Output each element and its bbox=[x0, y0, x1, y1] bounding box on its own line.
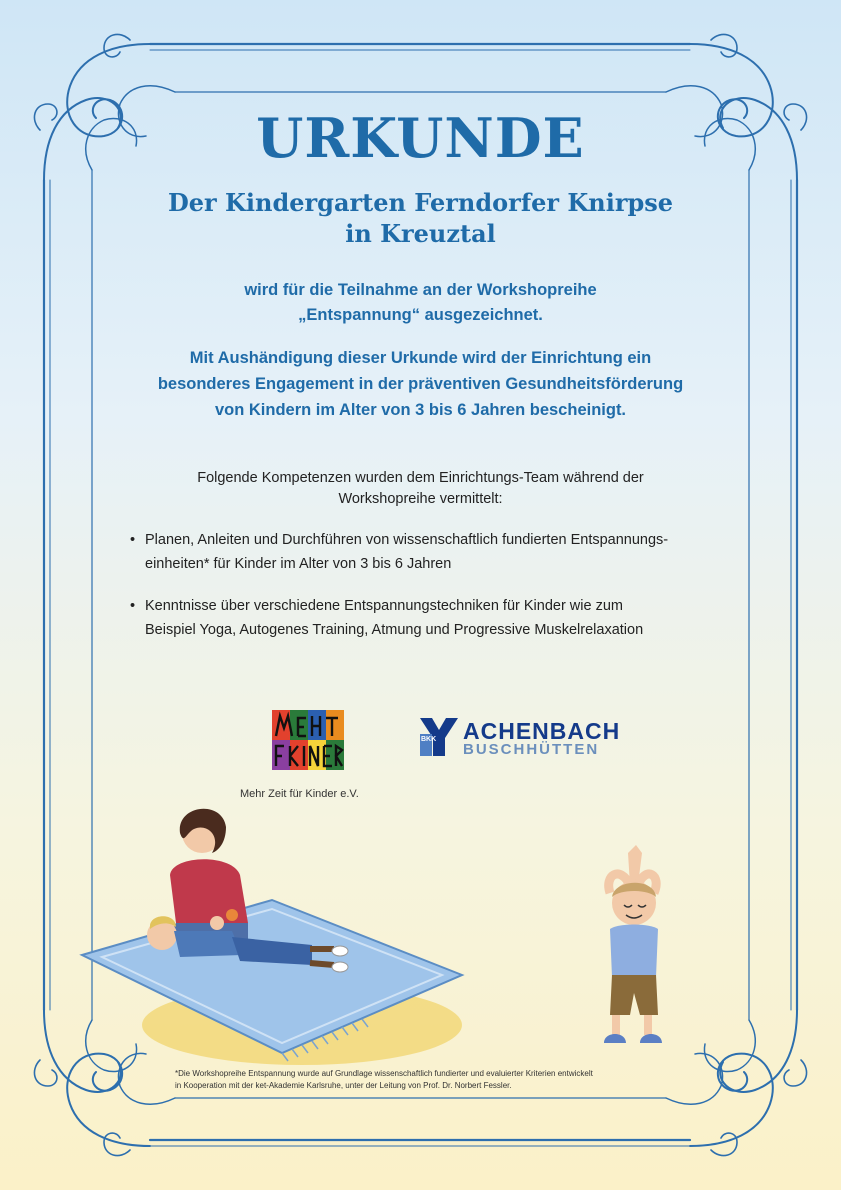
competence-bullet bbox=[130, 528, 730, 576]
boy-illustration bbox=[590, 845, 680, 1055]
footnote-line-1: *Die Workshopreihe Entspannung wurde auf Grundlage wissenschaftlich fundierter und evaluierter Kriterien entwickelt bbox=[175, 1069, 593, 1078]
bkk-tag: BKK bbox=[421, 736, 437, 743]
mzfk-caption: Mehr Zeit für Kinder e.V. bbox=[240, 788, 359, 800]
certificate-title: URKUNDE bbox=[256, 106, 585, 170]
footnote-line-2: in Kooperation mit der ket-Akademie Karlsruhe, unter der Leitung von Prof. Dr. Norbert Fessler. bbox=[175, 1081, 512, 1090]
competence-intro-line-2: Workshopreihe vermittelt: bbox=[338, 491, 503, 507]
bullet-text-line-1: Planen, Anleiten und Durchführen von wissenschaftlich fundierten Entspannungs- bbox=[145, 532, 669, 548]
recipient-line-2: in Kreuztal bbox=[345, 219, 496, 248]
bkk-name: ACHENBACH bbox=[463, 718, 621, 744]
bullet-text-line-1: Kenntnisse über verschiedene Entspannungstechniken für Kinder wie zum bbox=[145, 598, 623, 614]
competence-intro-line-1: Folgende Kompetenzen wurden dem Einrichtungs-Team während der bbox=[197, 470, 644, 486]
statement-line-2: besonderes Engagement in der präventiven Gesundheitsförderung bbox=[157, 375, 684, 393]
bkk-subtitle: BUSCHHÜTTEN bbox=[463, 741, 600, 758]
statement-line-1: Mit Aushändigung dieser Urkunde wird der Einrichtung ein bbox=[189, 349, 652, 367]
statement-line-3: von Kindern im Alter von 3 bis 6 Jahren bescheinigt. bbox=[214, 401, 627, 419]
competence-bullet bbox=[130, 594, 730, 642]
bullet-dot: • bbox=[130, 598, 136, 614]
recipient-line-1: Der Kindergarten Ferndorfer Knirpse bbox=[167, 188, 674, 217]
bullet-text-line-2: einheiten* für Kinder im Alter von 3 bis 6 Jahren bbox=[145, 556, 452, 572]
relaxation-illustration bbox=[72, 805, 472, 1065]
award-line-2: „Entspannung“ ausgezeichnet. bbox=[298, 306, 543, 324]
mehr-zeit-fuer-kinder-logo bbox=[272, 710, 344, 770]
bullet-dot: • bbox=[130, 532, 136, 548]
award-line-1: wird für die Teilnahme an der Workshopreihe bbox=[244, 281, 597, 299]
bullet-text-line-2: Beispiel Yoga, Autogenes Training, Atmung und Progressive Muskelrelaxation bbox=[145, 622, 644, 638]
